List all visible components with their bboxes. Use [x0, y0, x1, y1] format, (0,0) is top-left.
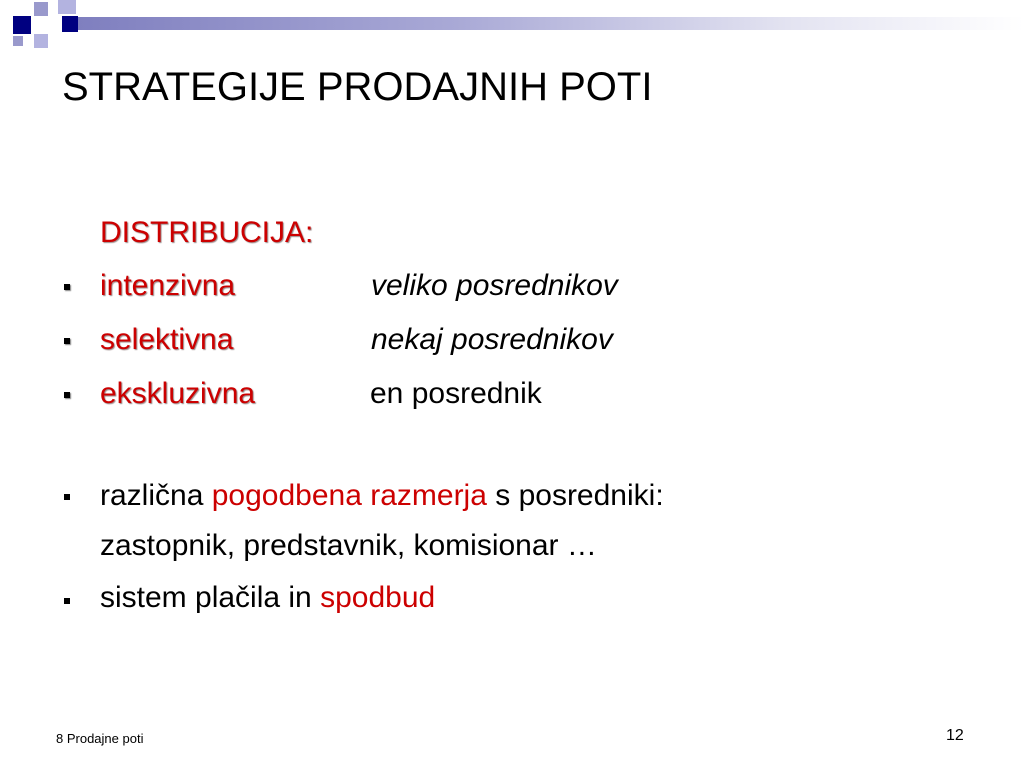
distribution-term-intenzivna: intenzivna: [100, 269, 236, 302]
point-payment-system: [100, 580, 435, 616]
point-payment-highlight: spodbud: [320, 581, 436, 614]
point-contract-relations: [100, 478, 664, 514]
distribution-desc-selektivna: nekaj posrednikov: [371, 323, 613, 356]
bullet-icon: [64, 284, 70, 290]
point-contract-line2: zastopnik, predstavnik, komisionar …: [100, 529, 597, 562]
distribution-term-selektivna: selektivna: [100, 323, 234, 356]
point-contract-suffix: s posredniki:: [486, 479, 664, 512]
bullet-icon: [64, 598, 70, 604]
distribution-term-ekskluzivna: ekskluzivna: [100, 377, 256, 410]
page-number: 12: [946, 727, 964, 744]
point-contract-prefix: različna: [100, 479, 212, 512]
bullet-icon: [64, 338, 70, 344]
distribution-desc-intenzivna: veliko posrednikov: [371, 269, 618, 302]
bullet-icon: [64, 392, 70, 398]
distribution-desc-ekskluzivna: en posrednik: [370, 377, 542, 410]
footer-section-label: 8 Prodajne poti: [56, 731, 144, 746]
point-contract-highlight: pogodbena razmerja: [211, 479, 487, 512]
distribution-heading: DISTRIBUCIJA:: [100, 216, 314, 249]
bullet-icon: [64, 494, 70, 500]
point-payment-prefix: sistem plačila in: [100, 581, 321, 614]
slide-title: STRATEGIJE PRODAJNIH POTI: [62, 65, 653, 109]
